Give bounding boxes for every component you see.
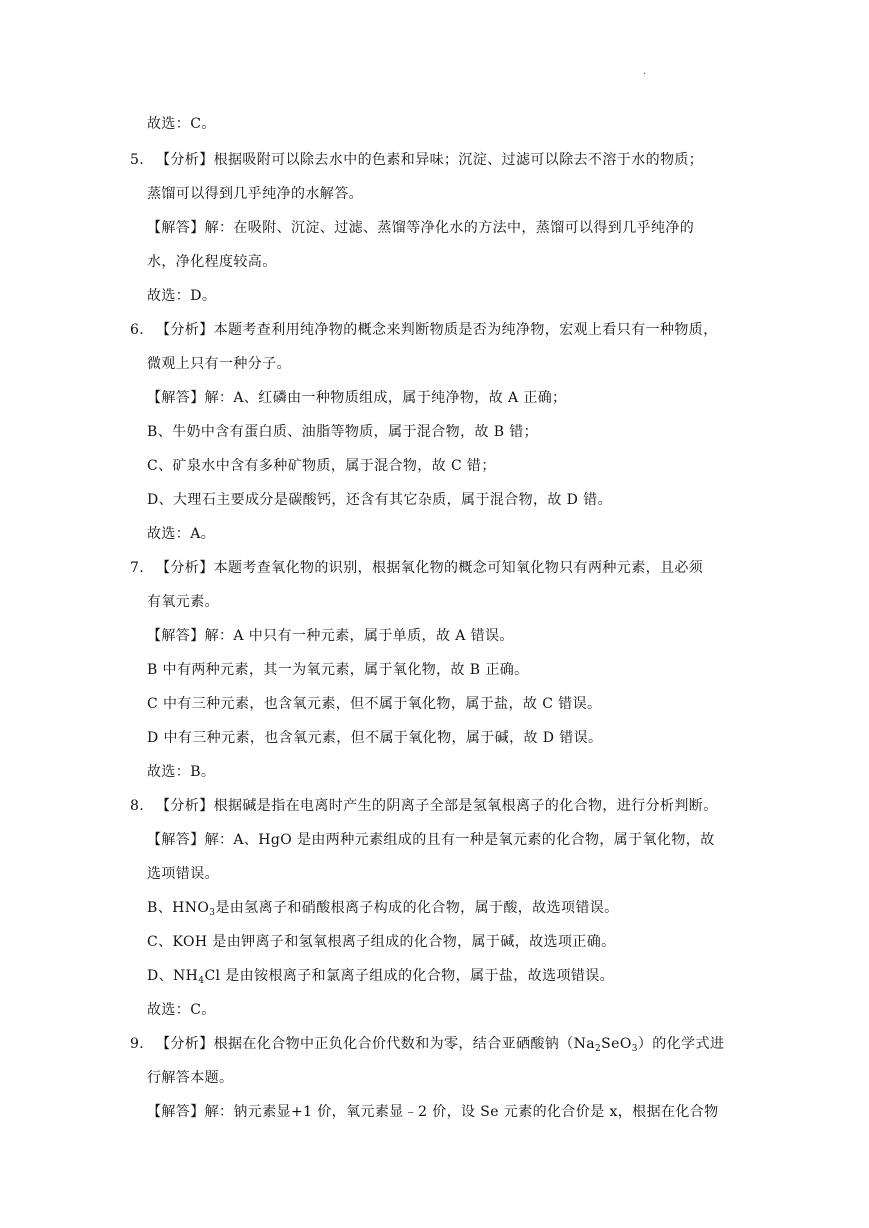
text-line: 有氧元素。 [147, 594, 219, 610]
text-line: 7. 【分析】本题考查氧化物的识别，根据氧化物的概念可知氧化物只有两种元素，且必须 [130, 560, 704, 576]
question-number: 9. [130, 1036, 145, 1052]
question-number: 7. [130, 560, 145, 576]
question-number: 8. [130, 798, 145, 814]
text-line: 选项错误。 [147, 866, 219, 882]
text-line: B、牛奶中含有蛋白质、油脂等物质，属于混合物，故 B 错； [147, 424, 539, 440]
text-line: D、$NH_4Cl$ 是由铵根离子和氯离子组成的化合物，属于盐，故选项错误。 [147, 968, 615, 986]
text-line: 故选：C。 [147, 1002, 216, 1018]
text-line: 【解答】解：A 中只有一种元素，属于单质，故 A 错误。 [147, 628, 514, 644]
text-line: 行解答本题。 [147, 1070, 234, 1086]
text-line: 9. 【分析】根据在化合物中正负化合价代数和为零，结合亚硒酸钠$(Na_2SeO_3)$的化学式进 [130, 1036, 725, 1054]
subscript: 2 [595, 1044, 602, 1054]
text-line: 5. 【分析】根据吸附可以除去水中的色素和异味；沉淀、过滤可以除去不溶于水的物质； [130, 152, 704, 168]
text-line: 故选：A。 [147, 526, 216, 542]
text-line: 8. 【分析】根据碱是指在电离时产生的阴离子全部是氢氧根离子的化合物，进行分析判断。 [130, 798, 718, 814]
text-line: 故选：C。 [147, 116, 216, 132]
text-line: 【解答】解：A、红磷由一种物质组成，属于纯净物，故 A 正确； [147, 390, 567, 406]
subscript: 4 [198, 976, 205, 986]
text-line: 6. 【分析】本题考查利用纯净物的概念来判断物质是否为纯净物，宏观上看只有一种物质， [130, 322, 718, 338]
text-line: 【解答】解：在吸附、沉淀、过滤、蒸馏等净化水的方法中，蒸馏可以得到几乎纯净的 [147, 220, 695, 236]
text-line: B 中有两种元素，其一为氧元素，属于氧化物，故 B 正确。 [147, 662, 529, 678]
text-line: 【解答】解：钠元素显+1 价，氧元素显﹣2 价，设 Se 元素的化合价是 x，根据在化合物 [147, 1104, 719, 1120]
text-line: C、矿泉水中含有多种矿物质，属于混合物，故 C 错； [147, 458, 496, 474]
subscript: 3 [209, 908, 216, 918]
header-mark: . [643, 66, 647, 77]
text-line: 水，净化程度较高。 [147, 254, 277, 270]
text-line: D、大理石主要成分是碳酸钙，还含有其它杂质，属于混合物，故 D 错。 [147, 492, 612, 508]
text-line: 【解答】解：A、HgO 是由两种元素组成的且有一种是氧元素的化合物，属于氧化物，故 [147, 832, 715, 848]
text-line: 故选：D。 [147, 288, 217, 304]
text-line: C 中有三种元素，也含氧元素，但不属于氧化物，属于盐，故 C 错误。 [147, 696, 602, 712]
text-line: D 中有三种元素，也含氧元素，但不属于氧化物，属于碱，故 D 错误。 [147, 730, 603, 746]
subscript: 3 [631, 1044, 638, 1054]
text-line: 蒸馏可以得到几乎纯净的水解答。 [147, 186, 363, 202]
text-line: 故选：B。 [147, 764, 216, 780]
text-line: C、KOH 是由钾离子和氢氧根离子组成的化合物，属于碱，故选项正确。 [147, 934, 616, 950]
text-line: 微观上只有一种分子。 [147, 356, 291, 372]
question-number: 6. [130, 322, 145, 338]
question-number: 5. [130, 152, 145, 168]
text-line: B、$HNO_3$是由氢离子和硝酸根离子构成的化合物，属于酸，故选项错误。 [147, 900, 619, 918]
